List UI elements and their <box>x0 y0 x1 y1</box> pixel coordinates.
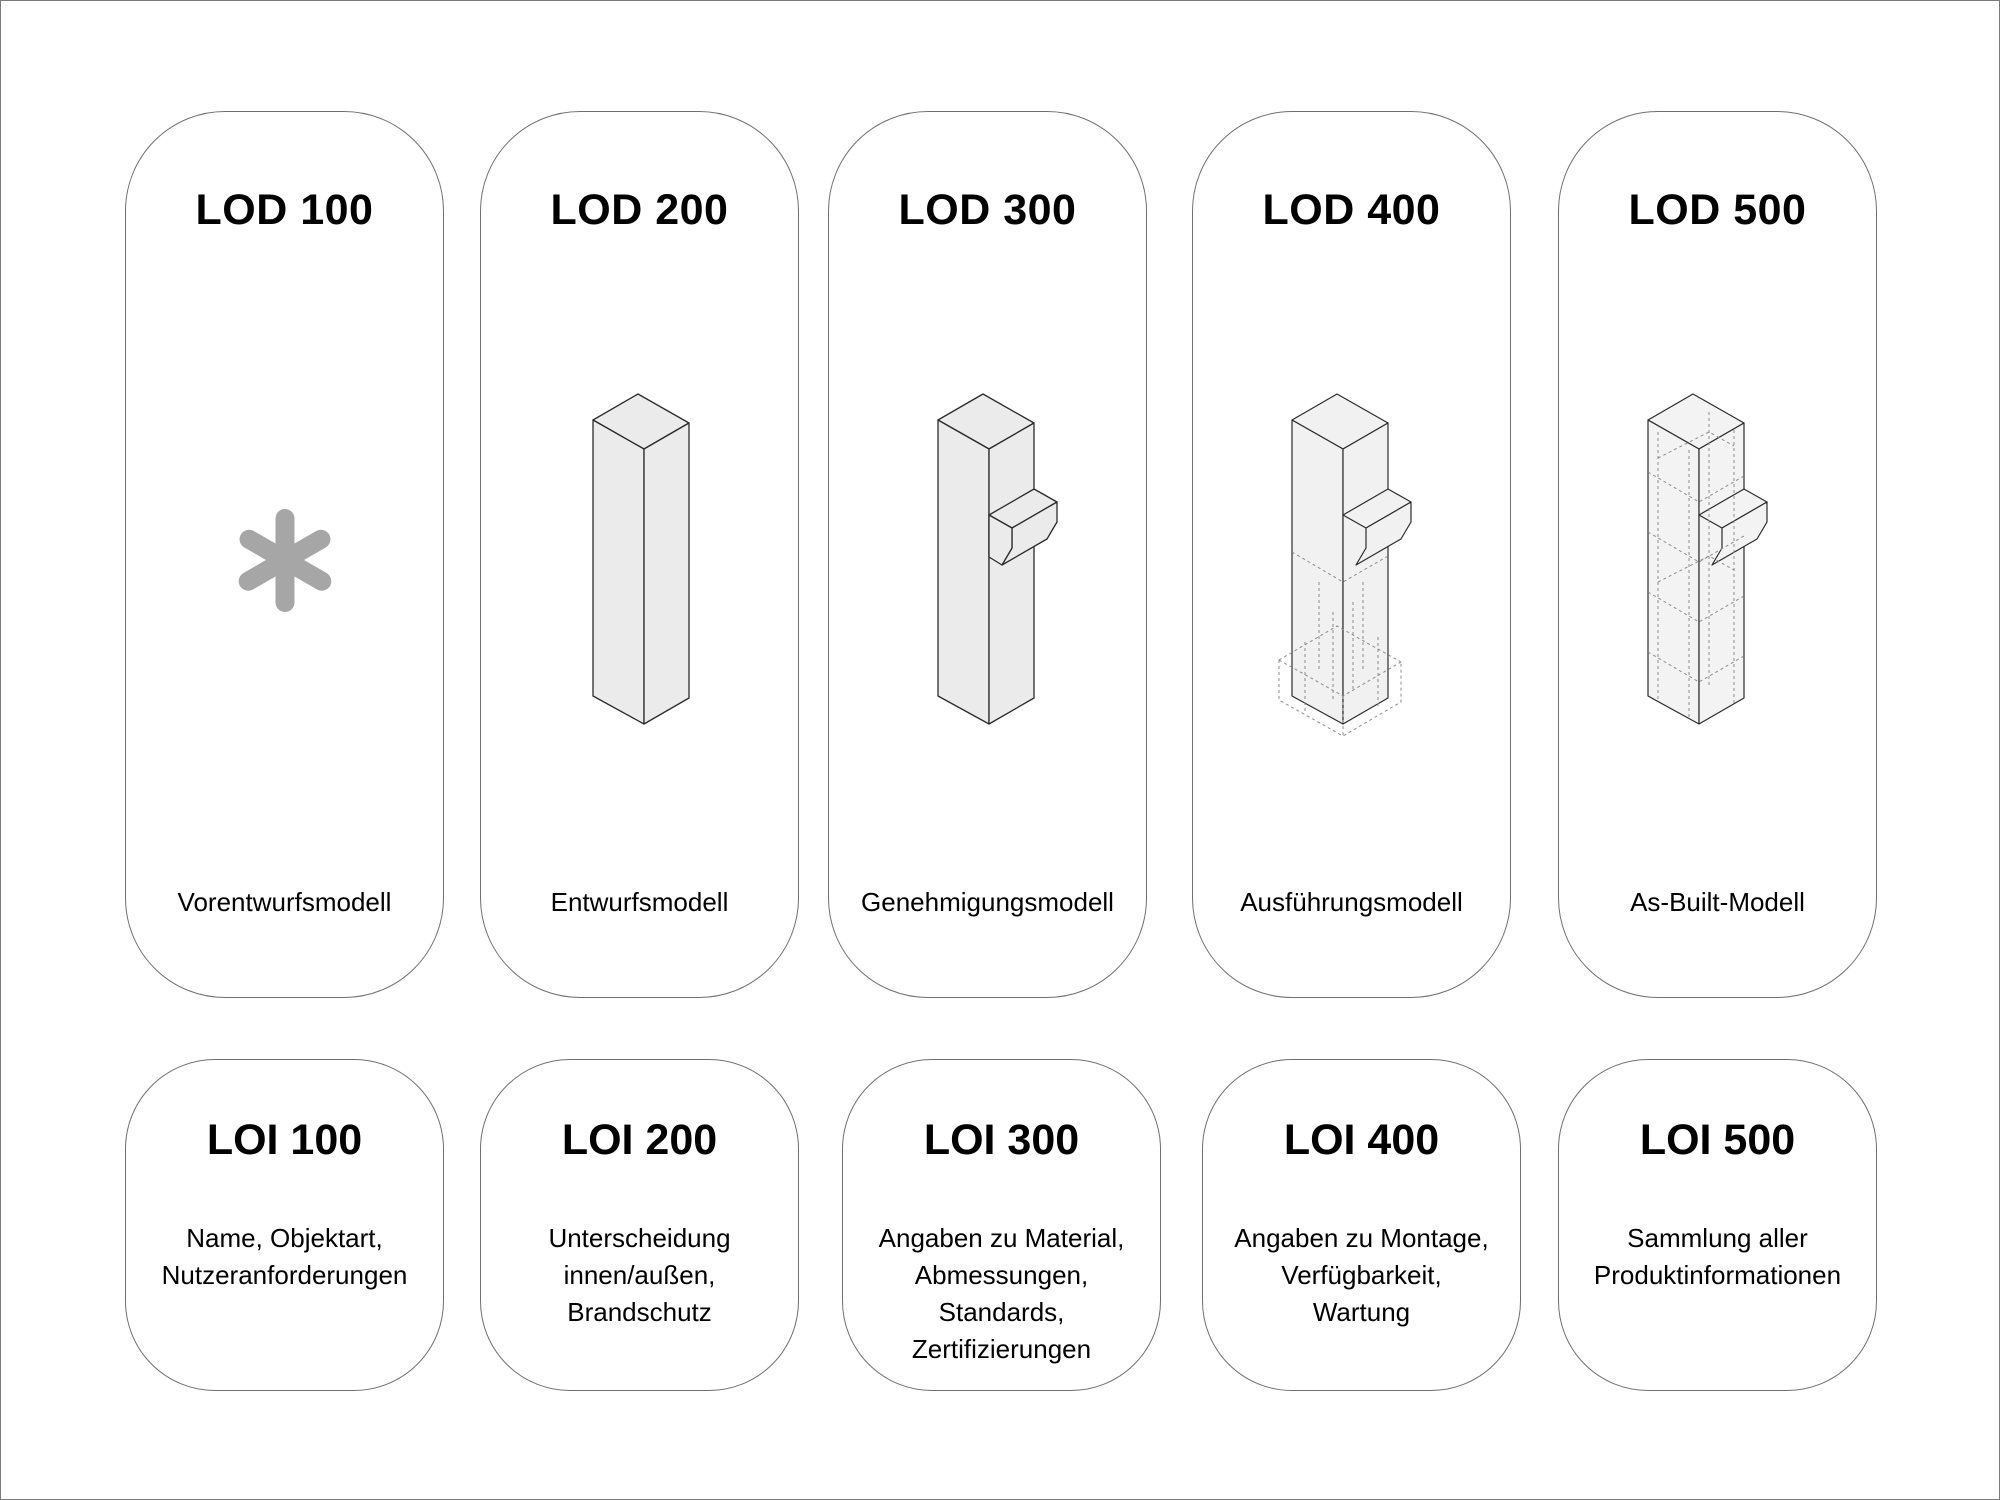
loi-desc-line: Angaben zu Material, <box>878 1223 1125 1253</box>
loi-desc-line: innen/außen, <box>563 1260 716 1290</box>
loi-desc-line: Abmessungen, <box>914 1260 1089 1290</box>
column-block-icon <box>481 112 800 999</box>
loi-desc-line: Zertifizierungen <box>911 1334 1092 1364</box>
lod-card-400 <box>1192 111 1511 998</box>
column-transparent-full-detail-icon <box>1559 112 1878 999</box>
lod-title: LOD 200 <box>550 186 729 234</box>
lod-title: LOD 100 <box>195 186 374 234</box>
loi-description <box>136 1220 433 1294</box>
loi-desc-line: Unterscheidung <box>548 1223 731 1253</box>
loi-card-200 <box>480 1059 799 1391</box>
loi-desc-line: Standards, <box>938 1297 1065 1327</box>
lod-card-500 <box>1558 111 1877 998</box>
loi-card-300 <box>842 1059 1161 1391</box>
loi-title: LOI 400 <box>1283 1116 1440 1164</box>
loi-desc-line: Angaben zu Montage, <box>1234 1223 1489 1253</box>
loi-desc-line: Name, Objektart, <box>186 1223 383 1253</box>
lod-title: LOD 400 <box>1262 186 1441 234</box>
loi-desc-line: Nutzeranforderungen <box>161 1260 408 1290</box>
loi-description <box>853 1220 1150 1368</box>
lod-card-200 <box>480 111 799 998</box>
loi-card-100 <box>125 1059 444 1391</box>
loi-desc-line: Produktinformationen <box>1593 1260 1842 1290</box>
column-with-corbel-icon <box>829 112 1148 999</box>
loi-description <box>1213 1220 1510 1331</box>
lod-card-300 <box>828 111 1147 998</box>
loi-card-400 <box>1202 1059 1521 1391</box>
loi-title: LOI 300 <box>923 1116 1080 1164</box>
lod-label: Ausführungsmodell <box>1240 887 1463 917</box>
loi-description <box>1569 1220 1866 1294</box>
loi-description <box>491 1220 788 1331</box>
lod-label: Entwurfsmodell <box>550 887 729 917</box>
lod-label: Vorentwurfsmodell <box>177 887 392 917</box>
loi-title: LOI 100 <box>206 1116 363 1164</box>
column-with-corbel-and-foundation-icon <box>1193 112 1512 999</box>
lod-label: As-Built-Modell <box>1630 887 1805 917</box>
loi-desc-line: Sammlung aller <box>1627 1223 1808 1253</box>
loi-card-500 <box>1558 1059 1877 1391</box>
lod-label: Genehmigungsmodell <box>861 887 1114 917</box>
loi-title: LOI 200 <box>561 1116 718 1164</box>
loi-desc-line: Brandschutz <box>567 1297 712 1327</box>
asterisk-icon <box>126 112 445 999</box>
loi-desc-line: Verfügbarkeit, <box>1281 1260 1442 1290</box>
lod-title: LOD 500 <box>1628 186 1807 234</box>
loi-title: LOI 500 <box>1639 1116 1796 1164</box>
lod-card-100 <box>125 111 444 998</box>
lod-title: LOD 300 <box>898 186 1077 234</box>
loi-desc-line: Wartung <box>1312 1297 1411 1327</box>
